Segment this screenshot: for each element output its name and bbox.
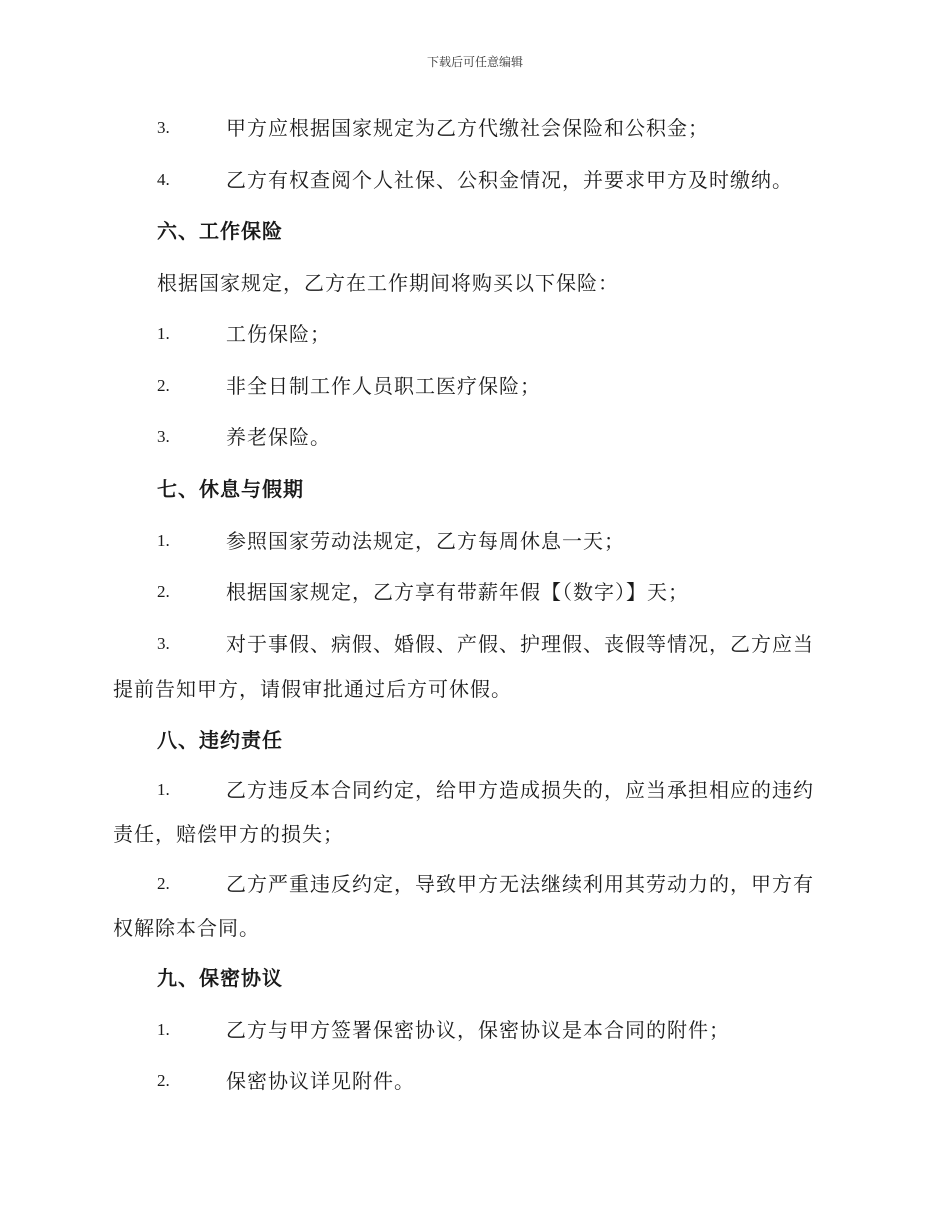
list-item-text: 工伤保险； [226,322,331,346]
list-number: 3. [157,118,170,137]
list-item-text: 乙方违反本合同约定，给甲方造成损失的，应当承担相应的违约 [226,778,814,802]
section-heading: 九、保密协议 [157,966,283,990]
paragraph: 根据国家规定，乙方在工作期间将购买以下保险： [157,271,619,295]
list-item-text: 乙方有权查阅个人社保、公积金情况，并要求甲方及时缴纳。 [226,168,793,192]
list-item-text: 对于事假、病假、婚假、产假、护理假、丧假等情况，乙方应当 [226,632,814,656]
list-item-text: 参照国家劳动法规定，乙方每周休息一天； [226,529,625,553]
list-number: 3. [157,634,170,653]
section-heading: 八、违约责任 [157,728,283,752]
list-item-text: 保密协议详见附件。 [226,1069,415,1093]
list-number: 2. [157,1071,170,1090]
list-number: 2. [157,376,170,395]
list-item-continuation: 权解除本合同。 [113,916,260,940]
section-heading: 六、工作保险 [157,219,283,243]
list-item-continuation: 提前告知甲方，请假审批通过后方可休假。 [113,677,512,701]
list-number: 3. [157,427,170,446]
list-item-text: 非全日制工作人员职工医疗保险； [226,374,541,398]
list-number: 1. [157,324,170,343]
list-number: 1. [157,531,170,550]
list-number: 1. [157,780,170,799]
list-item-text: 甲方应根据国家规定为乙方代缴社会保险和公积金； [226,116,709,140]
list-number: 1. [157,1020,170,1039]
list-item-text: 乙方严重违反约定，导致甲方无法继续利用其劳动力的，甲方有 [226,872,814,896]
list-item-text: 根据国家规定，乙方享有带薪年假【（数字）】天； [226,580,689,604]
list-item-continuation: 责任，赔偿甲方的损失； [113,822,344,846]
list-item-text: 乙方与甲方签署保密协议，保密协议是本合同的附件； [226,1018,730,1042]
list-number: 2. [157,582,170,601]
page-header: 下载后可任意编辑 [426,55,523,69]
list-number: 2. [157,874,170,893]
section-heading: 七、休息与假期 [157,477,304,501]
list-item-text: 养老保险。 [226,425,331,449]
list-number: 4. [157,170,170,189]
